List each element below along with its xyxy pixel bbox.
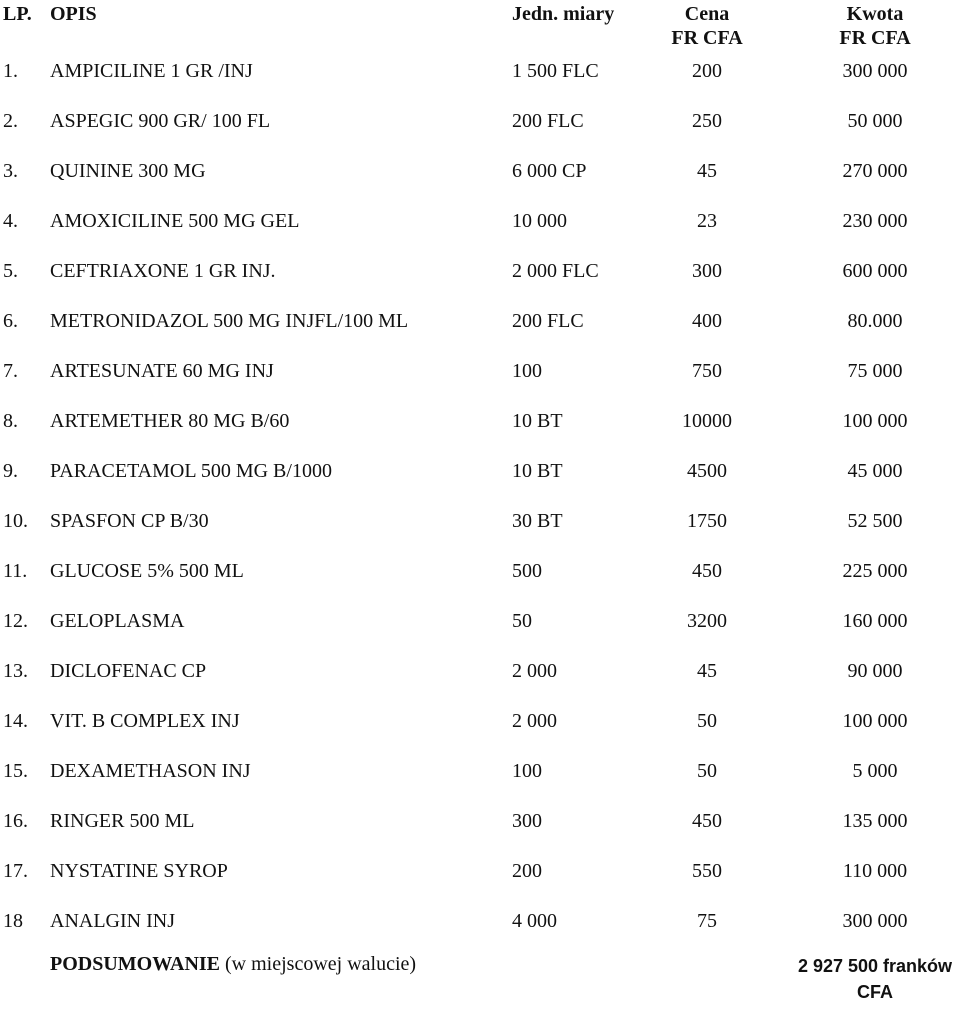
row-opis: ANALGIN INJ	[50, 910, 175, 932]
row-kwota: 110 000	[842, 860, 908, 882]
row-opis: ARTESUNATE 60 MG INJ	[50, 360, 274, 382]
summary-label-bold: PODSUMOWANIE	[50, 953, 221, 975]
table-row	[0, 51, 975, 101]
row-opis: DICLOFENAC CP	[50, 660, 207, 682]
row-jedn-miary: 100	[512, 760, 542, 782]
row-cena: 10000	[682, 410, 732, 432]
row-cena: 250	[692, 110, 722, 132]
row-opis: AMOXICILINE 500 MG GEL	[50, 210, 300, 232]
header-lp: LP.	[3, 3, 32, 25]
row-jedn-miary: 1 500 FLC	[512, 60, 599, 82]
row-lp: 4.	[3, 210, 18, 232]
row-opis: QUININE 300 MG	[50, 160, 206, 182]
summary-label-rest: (w miejscowej walucie)	[220, 953, 417, 975]
row-jedn-miary: 10 000	[512, 210, 567, 232]
items-table	[0, 51, 975, 951]
table-row	[0, 751, 975, 801]
row-opis: PARACETAMOL 500 MG B/1000	[50, 460, 332, 482]
row-cena: 50	[697, 760, 717, 782]
row-lp: 7.	[3, 360, 18, 382]
row-cena: 450	[692, 560, 722, 582]
row-opis: GLUCOSE 5% 500 ML	[50, 560, 244, 582]
header-kwota-line1: Kwota	[846, 3, 904, 25]
row-kwota: 100 000	[842, 410, 908, 432]
row-kwota: 135 000	[842, 810, 908, 832]
row-opis: AMPICILINE 1 GR /INJ	[50, 60, 253, 82]
row-kwota: 230 000	[842, 210, 908, 232]
header-kwota-line2: FR CFA	[839, 27, 911, 49]
table-row	[0, 251, 975, 301]
row-kwota: 80.000	[847, 310, 903, 332]
row-lp: 6.	[3, 310, 18, 332]
row-kwota: 300 000	[842, 60, 908, 82]
row-opis: SPASFON CP B/30	[50, 510, 209, 532]
row-cena: 45	[697, 660, 717, 682]
row-cena: 50	[697, 710, 717, 732]
row-cena: 550	[692, 860, 722, 882]
row-kwota: 90 000	[847, 660, 903, 682]
table-row	[0, 801, 975, 851]
row-kwota: 100 000	[842, 710, 908, 732]
summary-total-line1: 2 927 500 franków	[797, 956, 953, 976]
table-row	[0, 851, 975, 901]
row-opis: GELOPLASMA	[50, 610, 185, 632]
row-cena: 4500	[687, 460, 727, 482]
row-kwota: 45 000	[847, 460, 903, 482]
row-kwota: 270 000	[842, 160, 908, 182]
row-lp: 10.	[3, 510, 28, 532]
row-lp: 12.	[3, 610, 28, 632]
table-row	[0, 901, 975, 951]
row-opis: RINGER 500 ML	[50, 810, 195, 832]
row-opis: VIT. B COMPLEX INJ	[50, 710, 240, 732]
row-jedn-miary: 300	[512, 810, 542, 832]
row-lp: 5.	[3, 260, 18, 282]
row-opis: ASPEGIC 900 GR/ 100 FL	[50, 110, 271, 132]
row-kwota: 600 000	[842, 260, 908, 282]
row-kwota: 50 000	[847, 110, 903, 132]
row-cena: 45	[697, 160, 717, 182]
row-lp: 13.	[3, 660, 28, 682]
row-lp: 8.	[3, 410, 18, 432]
row-jedn-miary: 10 BT	[512, 410, 563, 432]
row-cena: 400	[692, 310, 722, 332]
table-row	[0, 701, 975, 751]
row-cena: 200	[692, 60, 722, 82]
row-opis: CEFTRIAXONE 1 GR INJ.	[50, 260, 276, 282]
row-jedn-miary: 200	[512, 860, 542, 882]
row-jedn-miary: 10 BT	[512, 460, 563, 482]
table-row	[0, 151, 975, 201]
summary-total	[786, 953, 964, 1005]
row-cena: 23	[697, 210, 717, 232]
row-cena: 300	[692, 260, 722, 282]
row-lp: 2.	[3, 110, 18, 132]
row-kwota: 5 000	[852, 760, 898, 782]
summary-label	[50, 952, 416, 976]
row-jedn-miary: 200 FLC	[512, 310, 584, 332]
row-opis: ARTEMETHER 80 MG B/60	[50, 410, 290, 432]
row-cena: 3200	[687, 610, 727, 632]
header-opis: OPIS	[50, 3, 97, 25]
table-row	[0, 651, 975, 701]
table-row	[0, 351, 975, 401]
summary-total-line2: CFA	[857, 982, 893, 1002]
row-jedn-miary: 200 FLC	[512, 110, 584, 132]
row-lp: 1.	[3, 60, 18, 82]
row-lp: 14.	[3, 710, 28, 732]
row-jedn-miary: 2 000	[512, 710, 557, 732]
row-lp: 15.	[3, 760, 28, 782]
row-opis: NYSTATINE SYROP	[50, 860, 228, 882]
row-jedn-miary: 4 000	[512, 910, 557, 932]
row-kwota: 52 500	[847, 510, 903, 532]
row-lp: 18	[3, 910, 23, 932]
row-cena: 1750	[687, 510, 727, 532]
table-row	[0, 451, 975, 501]
table-row	[0, 301, 975, 351]
row-cena: 450	[692, 810, 722, 832]
row-lp: 17.	[3, 860, 28, 882]
row-lp: 16.	[3, 810, 28, 832]
row-opis: DEXAMETHASON INJ	[50, 760, 251, 782]
row-kwota: 225 000	[842, 560, 908, 582]
row-lp: 3.	[3, 160, 18, 182]
row-kwota: 160 000	[842, 610, 908, 632]
header-cena	[657, 2, 757, 50]
table-row	[0, 601, 975, 651]
row-jedn-miary: 500	[512, 560, 542, 582]
row-kwota: 300 000	[842, 910, 908, 932]
row-jedn-miary: 6 000 CP	[512, 160, 587, 182]
row-jedn-miary: 100	[512, 360, 542, 382]
header-cena-line2: FR CFA	[671, 27, 743, 49]
row-opis: METRONIDAZOL 500 MG INJFL/100 ML	[50, 310, 409, 332]
row-kwota: 75 000	[847, 360, 903, 382]
table-row	[0, 101, 975, 151]
row-jedn-miary: 2 000	[512, 660, 557, 682]
row-cena: 750	[692, 360, 722, 382]
table-row	[0, 501, 975, 551]
row-lp: 11.	[3, 560, 28, 582]
row-jedn-miary: 2 000 FLC	[512, 260, 599, 282]
table-row	[0, 401, 975, 451]
table-row	[0, 551, 975, 601]
header-cena-line1: Cena	[684, 3, 730, 25]
row-cena: 75	[697, 910, 717, 932]
row-jedn-miary: 30 BT	[512, 510, 563, 532]
header-jedn-miary: Jedn. miary	[512, 3, 615, 25]
row-jedn-miary: 50	[512, 610, 532, 632]
row-lp: 9.	[3, 460, 18, 482]
table-row	[0, 201, 975, 251]
header-kwota	[811, 2, 939, 50]
